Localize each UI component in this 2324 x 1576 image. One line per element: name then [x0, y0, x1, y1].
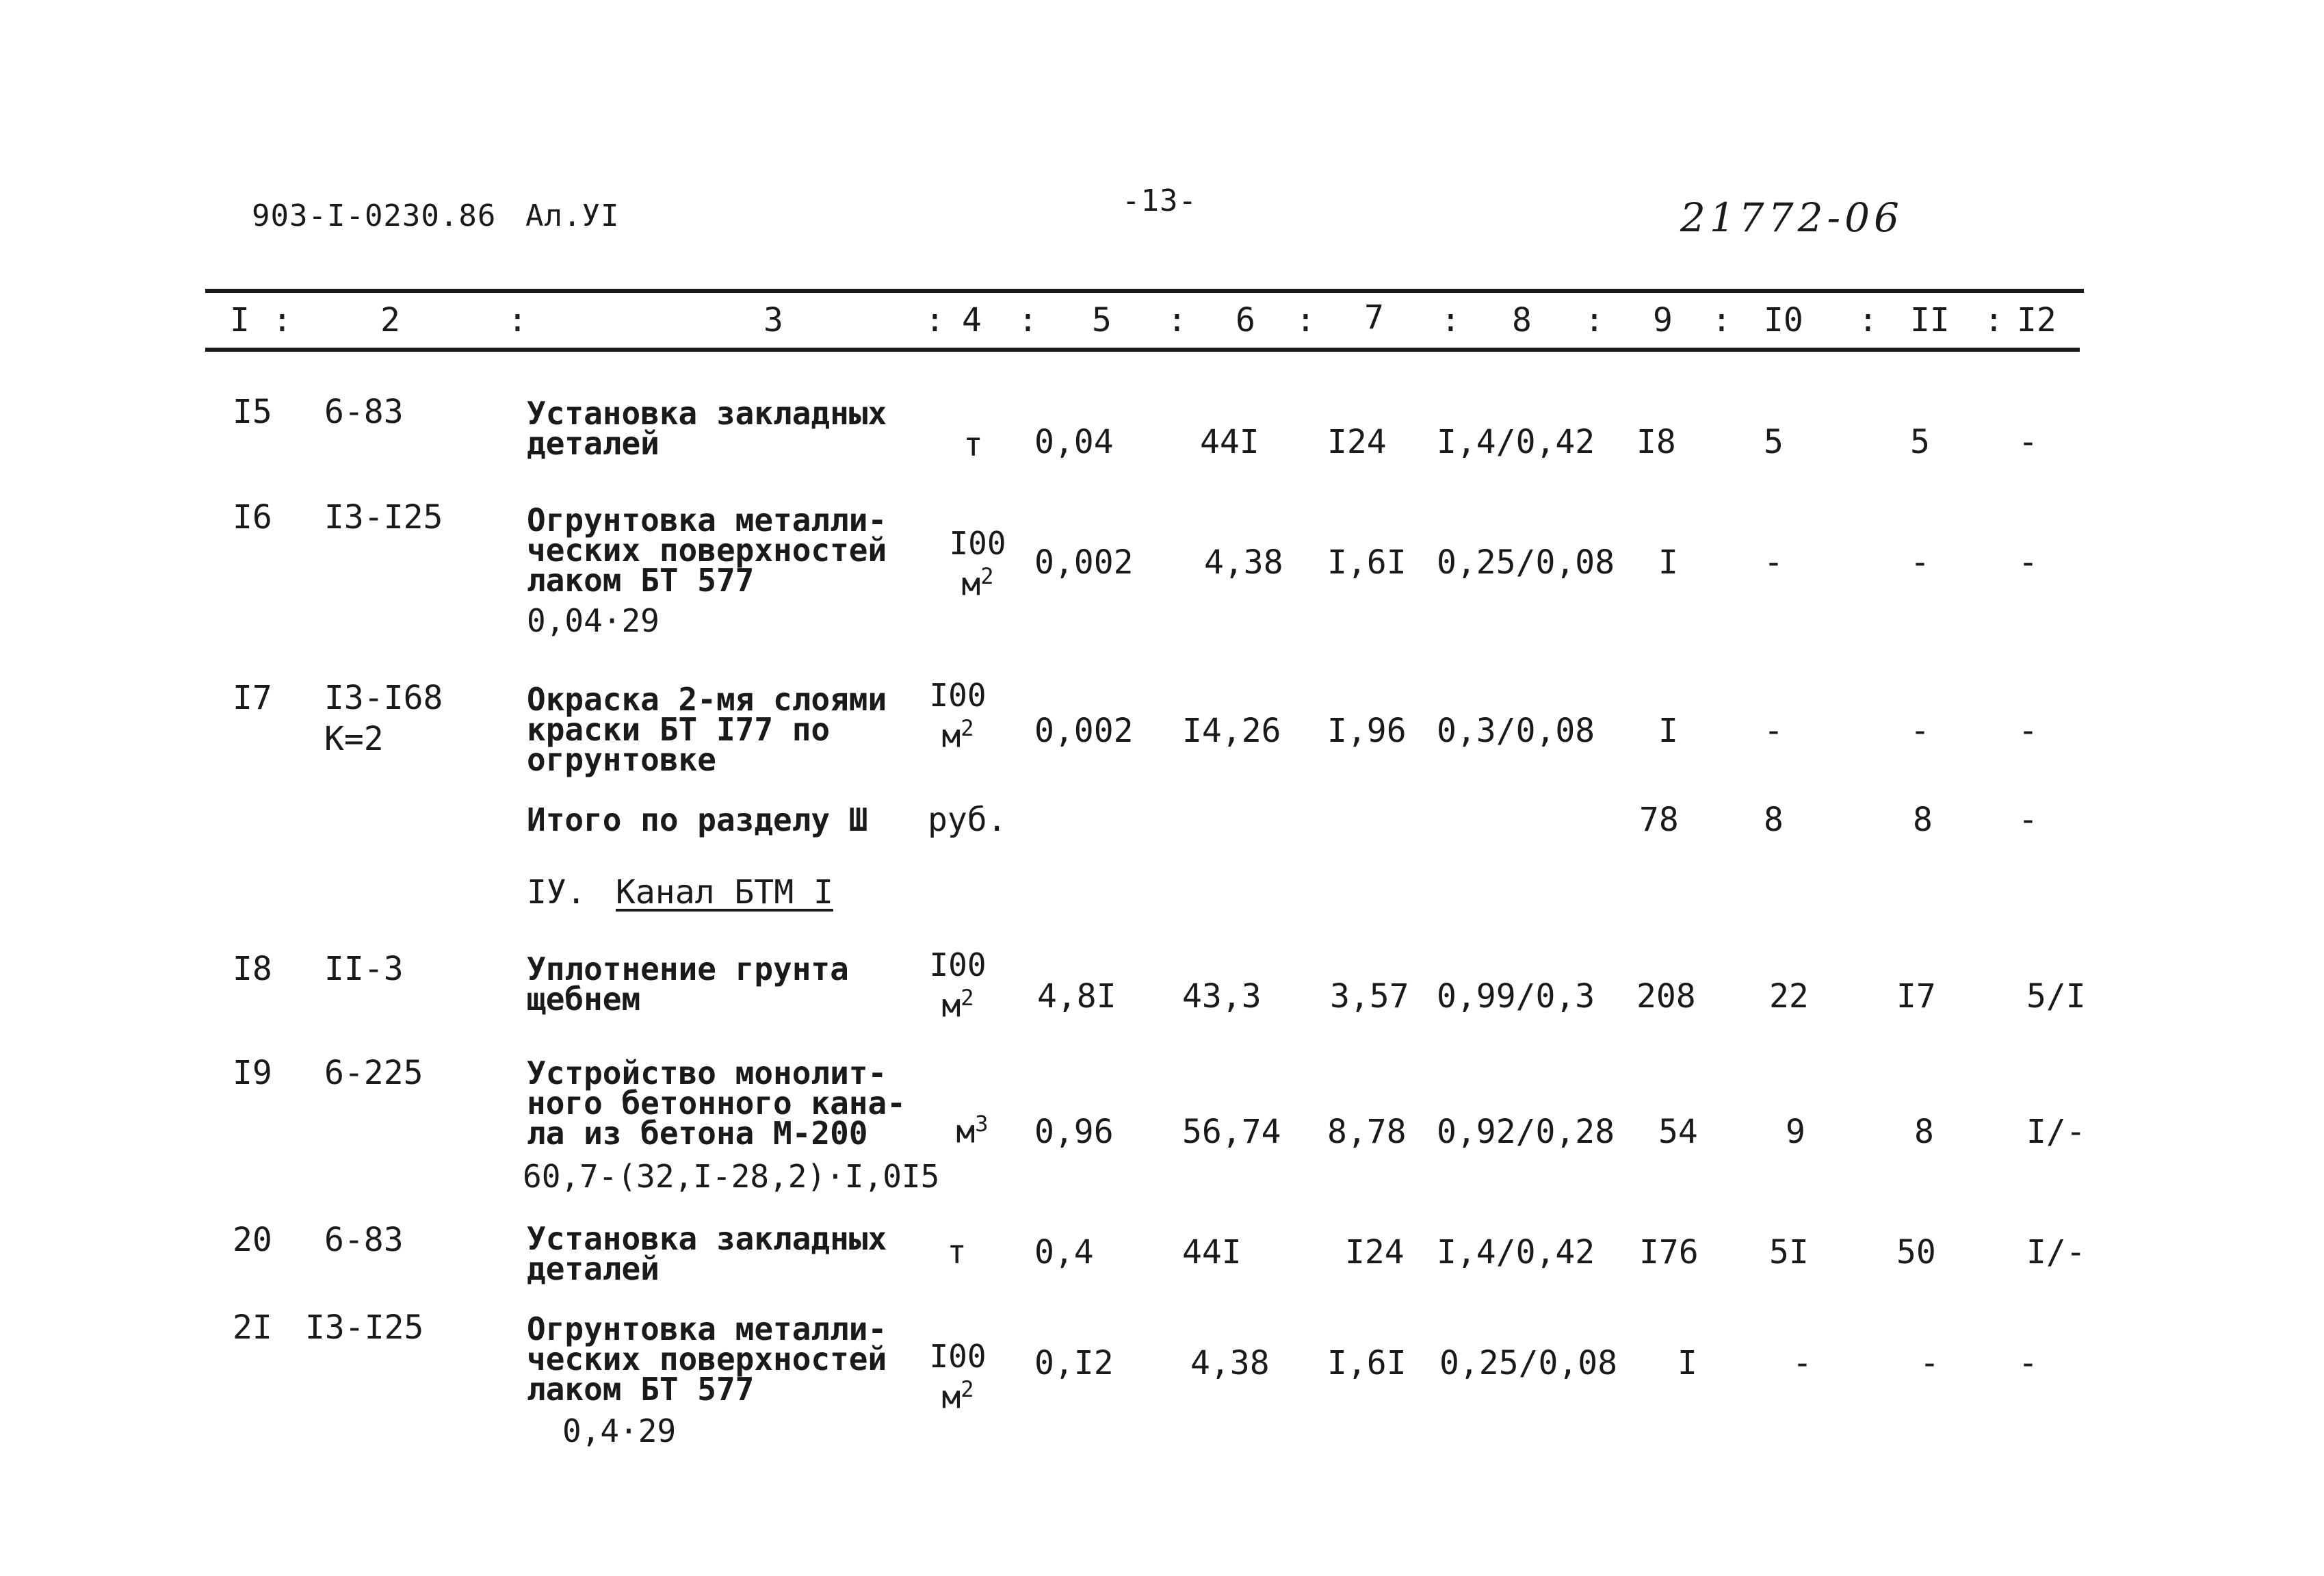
subtotal-label: Итого по разделу Ш	[527, 801, 868, 838]
row-description-line: ного бетонного кана-	[527, 1085, 906, 1122]
row-unit: т	[947, 1233, 967, 1271]
row-description-line: деталей	[527, 425, 660, 462]
col-header-4: 4	[962, 301, 982, 339]
unit-exponent: 2	[980, 563, 994, 589]
album-label: Ал.УI	[525, 198, 620, 233]
unit-exponent: 2	[961, 715, 974, 741]
unit-exponent: 2	[961, 985, 974, 1011]
row-col10: 5	[1764, 423, 1784, 461]
row-col9: I8	[1636, 423, 1676, 461]
row-formula: 0,04·29	[527, 602, 660, 639]
row-number: 2I	[233, 1308, 272, 1347]
row-col9: 208	[1636, 977, 1696, 1016]
row-description-line: ческих поверхностей	[527, 532, 887, 569]
row-col6: 44I	[1200, 423, 1259, 461]
row-col5: 0,002	[1034, 543, 1134, 582]
col-separator: :	[1296, 301, 1316, 339]
row-col7: I24	[1327, 423, 1387, 461]
row-col8: 0,25/0,08	[1437, 543, 1615, 582]
row-description-line: ла из бетона М-200	[527, 1115, 868, 1152]
row-description-line: Уплотнение грунта	[527, 951, 849, 987]
row-number: I8	[233, 950, 272, 988]
col-header-1: I	[230, 301, 250, 339]
row-unit: т	[963, 426, 983, 464]
row-number: I9	[233, 1054, 272, 1092]
row-description-line: огрунтовке	[527, 741, 716, 778]
row-col7: I,6I	[1327, 1344, 1407, 1382]
col-separator: :	[508, 301, 527, 339]
row-col9: I76	[1639, 1233, 1699, 1271]
row-col9: I	[1658, 543, 1678, 582]
section-title: Канал БТМ I	[616, 873, 833, 912]
row-col12: I/-	[2026, 1233, 2086, 1271]
row-col8: 0,99/0,3	[1437, 977, 1595, 1016]
row-col8: 0,3/0,08	[1437, 712, 1595, 750]
row-description-line: лаком БТ 577	[527, 1371, 755, 1408]
row-unit-bottom	[941, 1107, 1003, 1148]
handwritten-number: 21772-06	[1680, 194, 1903, 241]
row-unit-top: I00	[929, 1338, 987, 1375]
subtotal-col11: 8	[1913, 801, 1933, 839]
row-col6: 4,38	[1204, 543, 1283, 582]
row-code: 6-225	[324, 1054, 423, 1092]
page-number: -13-	[1122, 183, 1197, 218]
unit-symbol: м	[941, 987, 961, 1024]
row-description-line: краски БТ I77 по	[527, 711, 831, 748]
col-separator: :	[1584, 301, 1604, 339]
row-code: I3-I25	[324, 498, 443, 537]
row-unit	[924, 1338, 992, 1416]
col-separator: :	[272, 301, 292, 339]
row-col10: 22	[1769, 977, 1809, 1016]
unit-symbol: м	[941, 1378, 961, 1416]
row-formula: 60,7-(32,I-28,2)·I,0I5	[523, 1158, 940, 1195]
col-separator: :	[1984, 301, 2004, 339]
row-description-line: лаком БТ 577	[527, 562, 755, 599]
row-col5: 0,4	[1034, 1233, 1094, 1271]
row-code: I3-I25	[305, 1308, 424, 1347]
col-separator: :	[1167, 301, 1187, 339]
subtotal-col10: 8	[1764, 801, 1784, 839]
row-unit-bottom	[924, 1373, 992, 1416]
row-col10: 9	[1786, 1113, 1805, 1151]
col-header-5: 5	[1092, 301, 1112, 339]
row-number: 20	[233, 1221, 272, 1259]
row-col8: 0,25/0,08	[1439, 1344, 1618, 1382]
row-col5: 0,002	[1034, 712, 1134, 750]
unit-exponent: 3	[975, 1111, 989, 1137]
row-col9: I	[1658, 712, 1678, 750]
row-col6: 44I	[1182, 1233, 1242, 1271]
row-unit-bottom	[947, 560, 1008, 603]
col-header-3: 3	[763, 301, 783, 339]
row-unit	[924, 948, 992, 1022]
col-header-2: 2	[380, 301, 400, 339]
row-col11: -	[1910, 712, 1930, 750]
row-col7: 3,57	[1330, 977, 1409, 1016]
row-unit-top: I00	[929, 677, 987, 714]
row-col10: -	[1792, 1344, 1812, 1382]
col-separator: :	[1858, 301, 1878, 339]
subtotal-col12: -	[2018, 801, 2038, 839]
row-col7: I,6I	[1327, 543, 1407, 582]
row-col6: 56,74	[1182, 1113, 1281, 1151]
unit-exponent: 2	[961, 1376, 974, 1402]
col-header-11: II	[1910, 301, 1950, 339]
row-col8: I,4/0,42	[1437, 423, 1595, 461]
row-col10: -	[1764, 712, 1784, 750]
row-description-line: Устройство монолит-	[527, 1055, 887, 1091]
unit-symbol: м	[956, 1113, 976, 1150]
unit-symbol: м	[961, 565, 981, 603]
row-col5: 4,8I	[1037, 977, 1117, 1016]
row-unit	[947, 525, 1008, 603]
row-description-line: Окраска 2-мя слоями	[527, 681, 887, 718]
row-col11: 50	[1896, 1233, 1936, 1271]
row-col6: 4,38	[1190, 1344, 1270, 1382]
row-number: I7	[233, 679, 272, 717]
row-formula: 0,4·29	[562, 1412, 677, 1449]
row-unit-top: I00	[949, 525, 1006, 562]
col-header-9: 9	[1653, 301, 1673, 339]
row-col5: 0,96	[1034, 1113, 1114, 1151]
row-col5: 0,I2	[1034, 1344, 1114, 1382]
document-code: 903-I-0230.86	[252, 198, 497, 233]
section-number: IУ.	[527, 873, 586, 912]
col-header-7: 7	[1364, 298, 1384, 337]
subtotal-unit: руб.	[928, 801, 1007, 839]
row-col9: I	[1677, 1344, 1697, 1382]
col-separator: :	[925, 301, 945, 339]
row-col10: 5I	[1769, 1233, 1809, 1271]
row-description-line: Установка закладных	[527, 395, 887, 432]
col-header-8: 8	[1512, 301, 1532, 339]
row-col7: 8,78	[1327, 1113, 1407, 1151]
row-description-line: Установка закладных	[527, 1220, 887, 1257]
row-col10: -	[1764, 543, 1784, 582]
row-col11: 5	[1910, 423, 1930, 461]
row-unit	[941, 1107, 1003, 1148]
row-unit-top: I00	[929, 946, 987, 983]
row-description-line: ческих поверхностей	[527, 1341, 887, 1378]
row-code: I3-I68	[324, 679, 443, 717]
row-description-line: щебнем	[527, 981, 641, 1018]
row-col12: -	[2018, 712, 2038, 750]
row-description-line: деталей	[527, 1250, 660, 1287]
subtotal-col9: 78	[1639, 801, 1679, 839]
row-description-line: Огрунтовка металли-	[527, 502, 887, 539]
row-col11: I7	[1896, 977, 1936, 1016]
row-code: 6-83	[324, 393, 404, 431]
row-col11: 8	[1914, 1113, 1934, 1151]
col-separator: :	[1441, 301, 1461, 339]
row-col9: 54	[1658, 1113, 1698, 1151]
row-description-line: Огрунтовка металли-	[527, 1310, 887, 1347]
unit-symbol: м	[941, 717, 961, 755]
row-col11: -	[1920, 1344, 1940, 1382]
row-col6: 43,3	[1182, 977, 1262, 1016]
row-col12: -	[2018, 543, 2038, 582]
row-col7: I,96	[1327, 712, 1407, 750]
col-header-6: 6	[1236, 301, 1255, 339]
col-separator: :	[1018, 301, 1038, 339]
row-code: 6-83	[324, 1221, 404, 1259]
row-unit-bottom	[924, 712, 992, 755]
col-header-10: I0	[1764, 301, 1803, 339]
row-col8: I,4/0,42	[1437, 1233, 1595, 1271]
row-number: I5	[233, 393, 272, 431]
row-number: I6	[233, 498, 272, 537]
col-header-12: I2	[2017, 301, 2057, 339]
row-col12: 5/I	[2026, 977, 2086, 1016]
row-col12: I/-	[2026, 1113, 2086, 1151]
row-code-coefficient: К=2	[324, 720, 384, 758]
row-col12: -	[2018, 1344, 2038, 1382]
row-col5: 0,04	[1034, 423, 1114, 461]
row-code: II-3	[324, 950, 404, 988]
row-col6: I4,26	[1182, 712, 1281, 750]
row-col8: 0,92/0,28	[1437, 1113, 1615, 1151]
row-col12: -	[2018, 423, 2038, 461]
col-separator: :	[1712, 301, 1732, 339]
header-rule-bottom	[205, 348, 2080, 352]
row-col7: I24	[1345, 1233, 1405, 1271]
row-unit	[924, 677, 992, 755]
row-unit-bottom	[924, 981, 992, 1022]
row-col11: -	[1910, 543, 1930, 582]
header-rule-top	[205, 289, 2084, 293]
